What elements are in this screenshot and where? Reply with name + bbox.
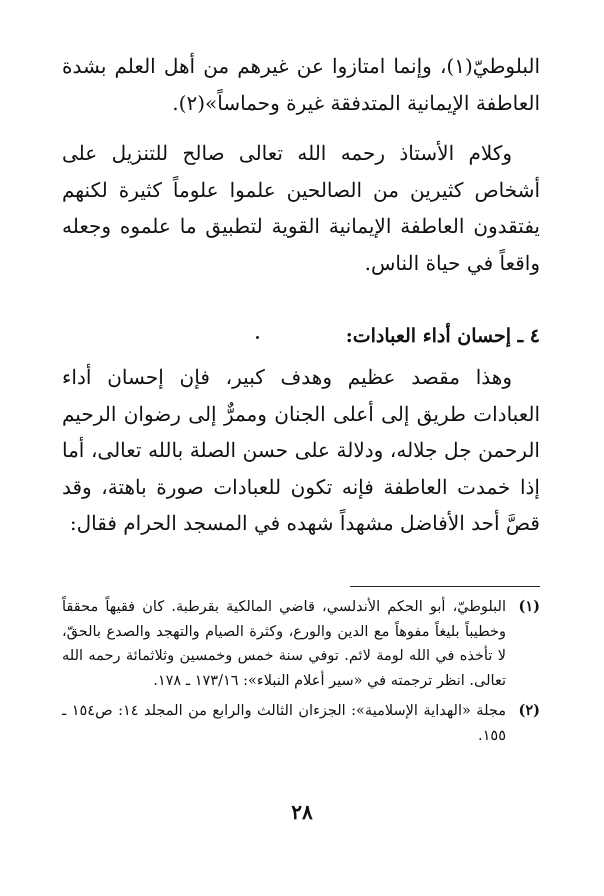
- footnote-text: مجلة «الهداية الإسلامية»: الجزءان الثالث والرابع من المجلد ١٤: ص١٥٤ ـ ١٥٥.: [62, 703, 507, 744]
- page-body: [62, 48, 540, 542]
- footnote-number: (١): [518, 598, 540, 615]
- print-speck: [256, 336, 259, 339]
- page-number: ٢٨: [291, 800, 313, 824]
- footnote-2: [62, 699, 540, 748]
- footnote-1: [62, 595, 540, 693]
- footnote-number: (٢): [518, 702, 540, 719]
- paragraph-3: وهذا مقصد عظيم وهدف كبير، فإن إحسان أداء العبادات طريق إلى أعلى الجنان وممرٌّ إلى رضوان الرحيم الرحمن جل جلاله، ودلالة على حسن الصلة بالله تعالى، أما إذا خمدت العاطفة فإنه تكون للعبادات صورة باهتة، وقد قصَّ أحد الأفاضل مشهداً شهده في المسجد الحرام فقال:: [62, 365, 540, 535]
- paragraph-2: وكلام الأستاذ رحمه الله تعالى صالح للتنزيل على أشخاص كثيرين من الصالحين علموا علوماً كثيرة لكنهم يفتقدون العاطفة الإيمانية القوية لتطبيق ما علموه وجعله واقعاً في حياة الناس.: [62, 141, 540, 275]
- footnotes: [62, 595, 540, 754]
- footnote-separator: [350, 586, 540, 587]
- footnote-text: البلوطيّ، أبو الحكم الأندلسي، قاضي المالكية بقرطبة. كان فقيهاً محققاً وخطيباً بليغاً مفوهاً مع الدين والورع، وكثرة الصيام والتهجد والصدع بالحقّ، لا تأخذه في الله لومة لائم. توفي سنة خمس وخمسين وثلاثمائة رحمه الله تعالى. انظر ترجمته في «سير أعلام النبلاء»: ١٧٣/١٦ ـ ١٧٨.: [62, 599, 506, 689]
- paragraph-1: البلوطيّ(١)، وإنما امتازوا عن غيرهم من أهل العلم بشدة العاطفة الإيمانية المتدفقة غيرة وحماساً»(٢).: [62, 54, 540, 115]
- section-heading: ٤ ـ إحسان أداء العبادات:: [345, 325, 540, 347]
